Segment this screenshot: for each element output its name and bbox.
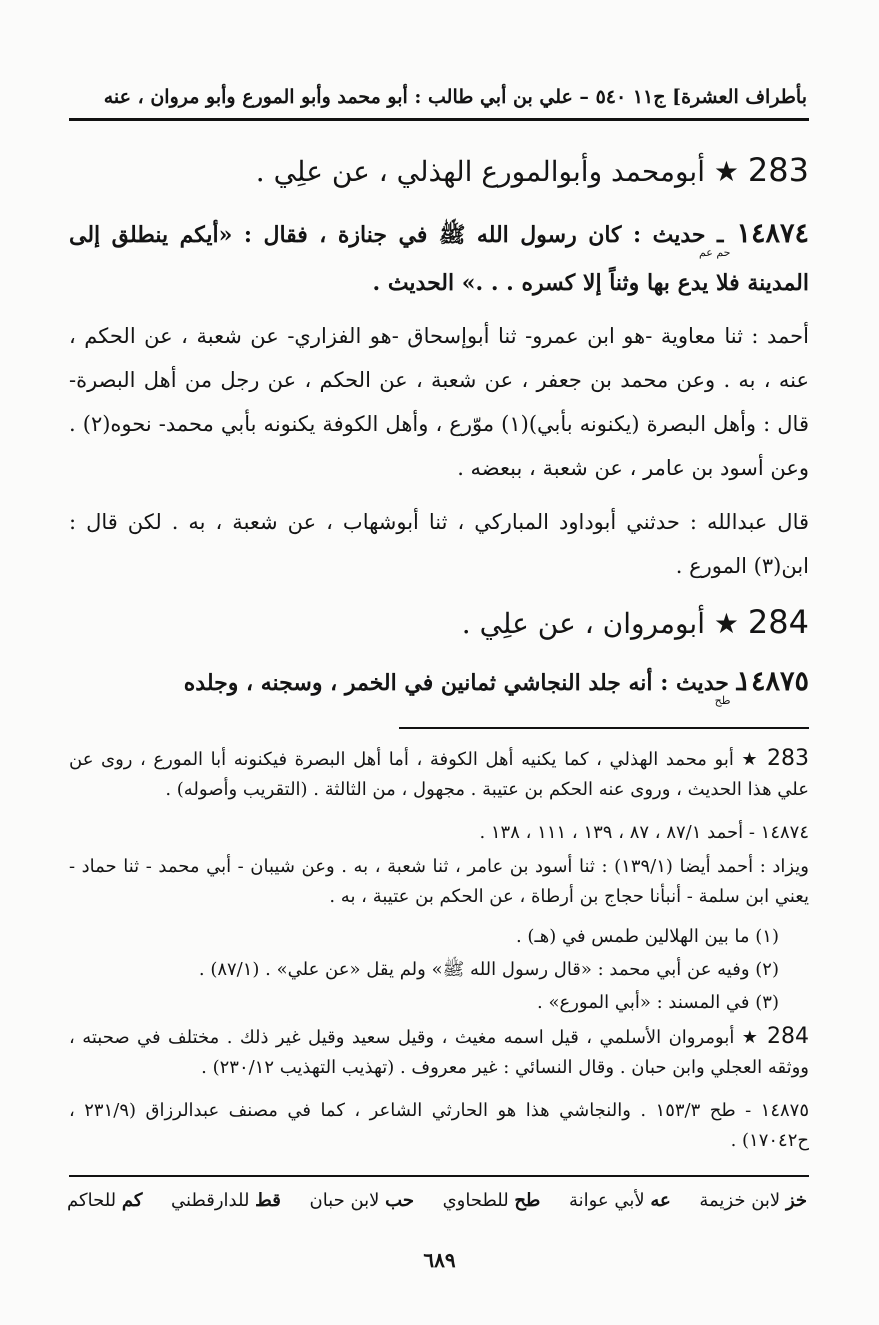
footnote-284 (69, 1022, 809, 1083)
running-header: بأطراف العشرة] ج١١ ٥٤٠ – علي بن أبي طالب : أبو محمد وأبو المورع وأبو مروان ، عنه (103, 86, 807, 108)
star-icon: ★ (713, 155, 740, 188)
isnad-paragraph: أحمد : ثنا معاوية -هو ابن عمرو- ثنا أبوإسحاق -هو الفزاري- عن شعبة ، عن الحكم ، عنه ، به . وعن محمد بن جعفر ، عن شعبة ، عن الحكم ، عن رجل من أهل البصرة- قال : وأهل البصرة (يكنونه بأبي)(١) موّرع ، وأهل الكوفة يكنونه بأبي محمد- نحوه(٢) . وعن أسود بن عامر ، عن شعبة ، ببعضه . (69, 324, 809, 480)
abbreviation: طح للطحاوي (442, 1190, 541, 1211)
entry-284-title (69, 602, 809, 644)
star-icon: ★ (741, 749, 760, 770)
page-number: ٦٨٩ (423, 1248, 456, 1272)
hadith-text: ـ حديث : كان رسول الله ﷺ في جنازة ، فقال : «أيكم ينطلق إلى المدينة فلا يدع بها وثناً إلا كسره . . .» الحديث . (69, 222, 809, 296)
hadith-text: ـ حديث : أنه جلد النجاشي ثمانين في الخمر ، وسجنه ، وجلده (183, 670, 743, 696)
abdullah-paragraph: قال عبدالله : حدثني أبوداود المباركي ، ثنا أبوشهاب ، عن شعبة ، به . لكن قال : ابن(٣) المورع . (69, 510, 810, 578)
abbreviation: خز لابن خزيمة (699, 1190, 807, 1211)
abbreviations-key (67, 1190, 807, 1211)
hadith-14875 (69, 660, 809, 709)
entry-narrator: أبومحمد وأبوالمورع الهذلي ، عن علِي . (255, 155, 705, 188)
footnote-283 (69, 744, 809, 805)
source-sigla: طح (714, 694, 731, 707)
footnote-number: 284 (766, 1024, 809, 1049)
footnote-14874: ١٤٨٧٤ - أحمد ٨٧/١ ، ٨٧ ، ١٣٩ ، ١١١ ، ١٣٨ . (479, 822, 809, 843)
hadith-number: ١٤٨٧٥ (736, 666, 809, 697)
footnote-14875: ١٤٨٧٥ - طح ١٥٣/٣ . والنجاشي هذا هو الحارثي الشاعر ، كما في مصنف عبدالرزاق (٢٣١/٩ ، ح١٧٠٤٢) . (69, 1100, 809, 1151)
header-rule (69, 118, 809, 121)
footnote-number: 283 (767, 746, 809, 771)
footnote-text: أبو محمد الهذلي ، كما يكنيه أهل الكوفة ، أما أهل البصرة فيكنونه أبا المورع ، روى عن علي هذا الحديث ، وروى عنه الحكم بن عتيبة . مجهول ، من الثالثة . (التقريب وأصوله) . (69, 749, 809, 800)
abbreviation: عه لأبي عوانة (568, 1190, 671, 1211)
star-icon: ★ (741, 1027, 760, 1048)
abbreviation: قط للدارقطني (171, 1190, 281, 1211)
entry-narrator: أبومروان ، عن علِي . (461, 607, 705, 640)
bottom-rule (69, 1175, 809, 1177)
abbreviation: حب لابن حبان (309, 1190, 414, 1211)
footnote-n1: (١) ما بين الهلالين طمس في (هـ) . (515, 926, 779, 947)
hadith-14874 (69, 212, 809, 305)
footnote-n3: (٣) في المسند : «أبي المورع» . (537, 992, 779, 1013)
entry-number: 283 (747, 151, 809, 189)
entry-number: 284 (747, 603, 809, 641)
star-icon: ★ (713, 607, 740, 640)
abbreviation: كم للحاكم (67, 1190, 143, 1211)
footnote-addition: ويزاد : أحمد أيضا (١٣٩/١) : ثنا أسود بن عامر ، ثنا شعبة ، به . وعن شيبان - أبي محمد - ثنا حماد - يعني ابن سلمة - أنبأنا حجاج بن أرطاة ، عن الحكم بن عتيبة ، به . (69, 856, 809, 907)
source-sigla: حم عم (698, 246, 731, 259)
hadith-number: ١٤٨٧٤ (736, 218, 809, 249)
footnote-text: أبومروان الأسلمي ، قيل اسمه مغيث ، وقيل سعيد وقيل غير ذلك . مختلف في صحبته ، ووثقه العجلي وابن حبان . وقال النسائي : غير معروف . (تهذيب التهذيب ٢٣٠/١٢) . (69, 1027, 809, 1078)
footnote-n2: (٢) وفيه عن أبي محمد : «قال رسول الله ﷺ» ولم يقل «عن علي» . (٨٧/١) . (198, 959, 779, 980)
entry-283-title (69, 150, 809, 192)
footnote-separator (399, 727, 809, 729)
